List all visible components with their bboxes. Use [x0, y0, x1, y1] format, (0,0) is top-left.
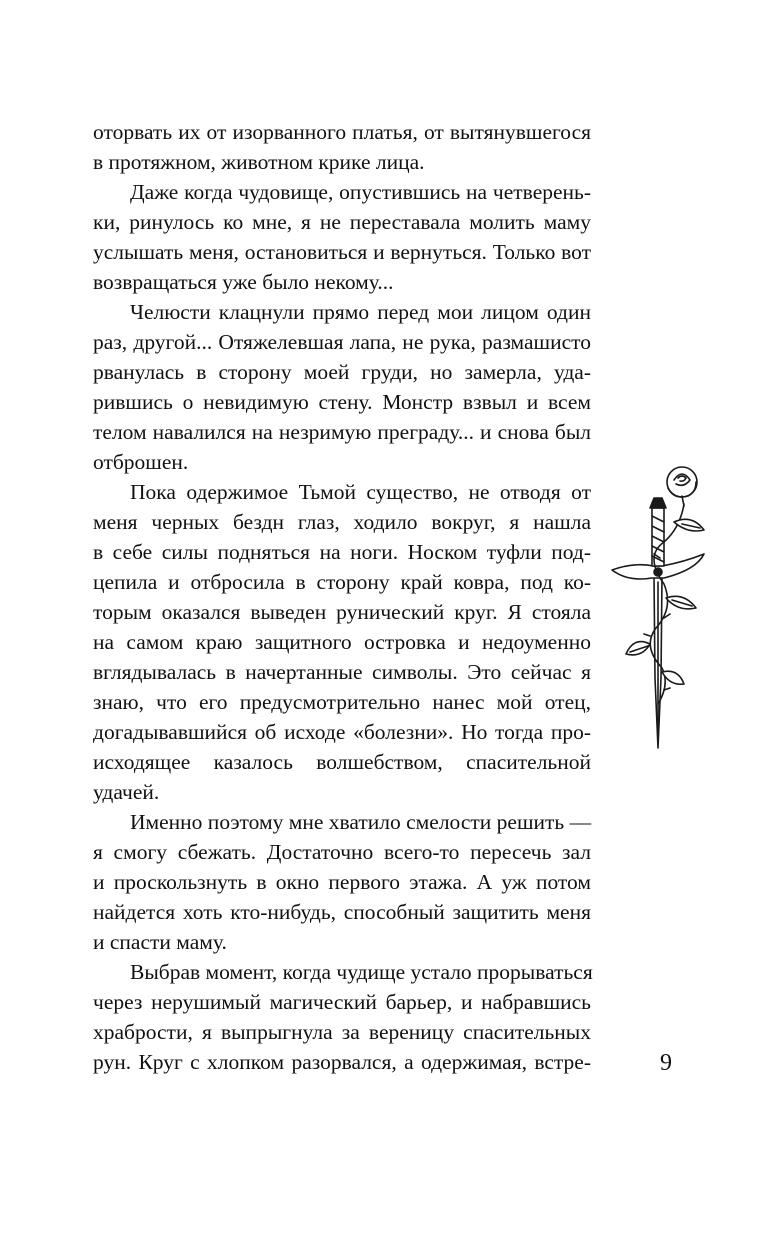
- text-line: вглядывалась в начертанные символы. Это сейчас я: [93, 660, 591, 684]
- body-text: [93, 117, 591, 1077]
- text-line: и проскользнуть в окно первого этажа. А уж потом: [93, 870, 591, 894]
- text-line: Пока одержимое Тьмой существо, не отводя от: [130, 480, 591, 504]
- text-line: Выбрав момент, когда чудище устало прорываться: [130, 960, 593, 984]
- dagger-rose-icon: [604, 458, 732, 758]
- text-line: меня черных бездн глаз, ходило вокруг, я нашла: [93, 510, 591, 534]
- text-line: Даже когда чудовище, опустившись на четверень-: [130, 180, 591, 204]
- text-line: через нерушимый магический барьер, и набравшись: [93, 990, 591, 1014]
- text-line: в протяжном, животном крике лица.: [93, 150, 425, 174]
- text-line: в себе силы подняться на ноги. Носком туфли под-: [93, 540, 591, 564]
- text-line: найдется хоть кто-нибудь, способный защитить меня: [93, 900, 591, 924]
- text-line: цепила и отбросила в сторону край ковра, под ко-: [93, 570, 591, 594]
- text-line: исходящее казалось волшебством, спасительной: [93, 750, 591, 774]
- text-line: рун. Круг с хлопком разорвался, а одержимая, встре-: [93, 1050, 591, 1074]
- text-line: ки, ринулось ко мне, я не переставала молить маму: [93, 210, 591, 234]
- text-line: Именно поэтому мне хватило смелости решить —: [130, 810, 592, 834]
- text-line: и спасти маму.: [93, 930, 227, 954]
- text-line: удачей.: [93, 780, 160, 804]
- text-line: я смогу сбежать. Достаточно всего-то пересечь зал: [93, 840, 591, 864]
- text-line: храбрости, я выпрыгнула за вереницу спасительных: [93, 1020, 591, 1044]
- text-line: знаю, что его предусмотрительно нанес мой отец,: [93, 690, 591, 714]
- text-line: рванулась в сторону моей груди, но замерла, уда-: [93, 360, 591, 384]
- text-line: Челюсти клацнули прямо перед мои лицом один: [130, 300, 591, 324]
- text-line: возвращаться уже было некому...: [93, 270, 394, 294]
- text-line: отброшен.: [93, 450, 189, 474]
- text-line: раз, другой... Отяжелевшая лапа, не рука, размашисто: [93, 330, 591, 354]
- text-line: телом навалился на незримую преграду... и снова был: [93, 420, 591, 444]
- text-line: торым оказался выведен рунический круг. Я стояла: [93, 600, 591, 624]
- text-line: рившись о невидимую стену. Монстр взвыл и всем: [93, 390, 591, 414]
- text-line: услышать меня, остановиться и вернуться. Только вот: [93, 240, 591, 264]
- page-number: 9: [660, 1050, 672, 1076]
- text-line: на самом краю защитного островка и недоуменно: [93, 630, 591, 654]
- text-line: оторвать их от изорванного платья, от вытянувшегося: [93, 120, 591, 144]
- text-line: догадывавшийся об исходе «болезни». Но тогда про-: [93, 720, 591, 744]
